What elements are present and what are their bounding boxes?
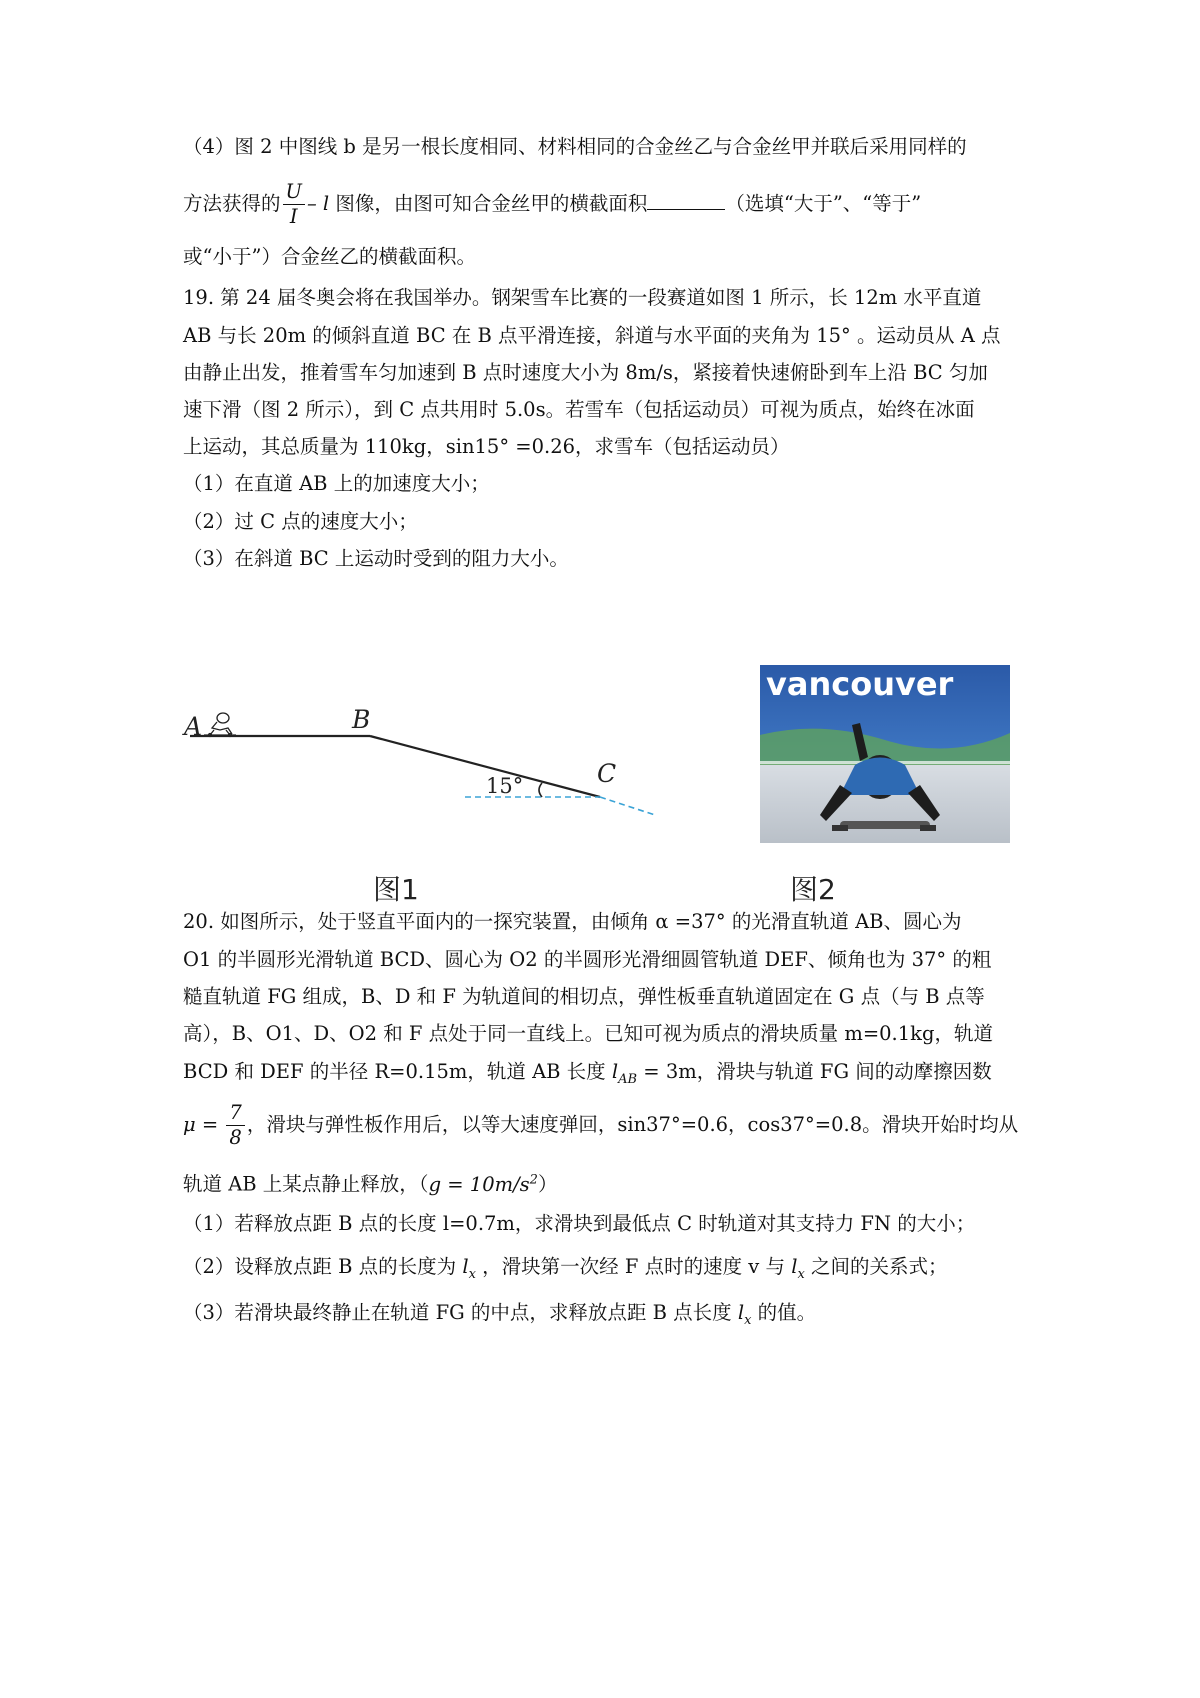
l-ab-symbol: $l_{AB}$ <box>611 1060 638 1087</box>
q20-line5 <box>183 1058 992 1094</box>
q20-line4: 高），B、O1、D、O2 和 F 点处于同一直线上。已知可视为质点的滑块质量 m=0.1kg，轨道 <box>183 1022 993 1045</box>
q20-line5-pre: BCD 和 DEF 的半径 R=0.15m，轨道 AB 长度 <box>183 1060 606 1083</box>
q20-line5-post: ，滑块与轨道 FG 间的动摩擦因数 <box>696 1060 992 1083</box>
q19-line2: AB 与长 20m 的倾斜直道 BC 在 B 点平滑连接，斜道与水平面的夹角为 15° 。运动员从 A 点 <box>183 324 1001 347</box>
q18-4-line3: 或“小于”）合金丝乙的横截面积。 <box>183 245 476 268</box>
q20-line7-post: ） <box>537 1172 558 1196</box>
figure2-caption: 图2 <box>790 873 836 906</box>
slope-extension-line <box>600 797 655 815</box>
q20-line7 <box>183 1166 557 1199</box>
q19-line3: 由静止出发，推着雪车匀加速到 B 点时速度大小为 8m/s，紧接着快速俯卧到车上沿 BC 匀加 <box>183 361 988 384</box>
fraction-denominator: I <box>289 205 298 228</box>
q19-line1: 19. 第 24 届冬奥会将在我国举办。钢架雪车比赛的一段赛道如图 1 所示，长 12m 水平直道 <box>183 286 982 309</box>
q19-line4: 速下滑（图 2 所示），到 C 点共用时 5.0s。若雪车（包括运动员）可视为质点，始终在冰面 <box>183 398 975 421</box>
q18-4-line2 <box>183 180 921 229</box>
q20-sub2-post: 之间的关系式； <box>810 1255 948 1278</box>
l-x-symbol: $l_x$ <box>462 1255 476 1282</box>
q20-line2: O1 的半圆形光滑轨道 BCD、圆心为 O2 的半圆形光滑细圆管轨道 DEF、倾角也为 37° 的粗 <box>183 948 992 971</box>
mu-denominator: 8 <box>229 1126 242 1149</box>
q20-sub3 <box>183 1299 816 1335</box>
q20-line3: 糙直轨道 FG 组成，B、D 和 F 为轨道间的相切点，弹性板垂直轨道固定在 G 点（与 B 点等 <box>183 985 985 1008</box>
angle-arc <box>539 783 542 797</box>
track-bc <box>370 736 600 797</box>
q19-sub1: （1）在直道 AB 上的加速度大小； <box>183 472 490 495</box>
mu-symbol: μ = <box>183 1113 219 1136</box>
fraction-numerator: U <box>283 180 305 205</box>
label-c: C <box>597 759 617 788</box>
l-x-symbol-3: $l_x$ <box>737 1301 752 1328</box>
q20-sub3-pre: （3）若滑块最终静止在轨道 FG 的中点，求释放点距 B 点长度 <box>183 1301 732 1324</box>
sled-athlete-icon <box>204 713 236 737</box>
q18-4-line1: （4）图 2 中图线 b 是另一根长度相同、材料相同的合金丝乙与合金丝甲并联后采用同样的 <box>183 135 967 158</box>
q18-4-line2-post: 图像，由图可知合金丝甲的横截面积 <box>329 192 648 215</box>
q19-sub2: （2）过 C 点的速度大小； <box>183 510 418 533</box>
q20-line1: 20. 如图所示，处于竖直平面内的一探究装置，由倾角 α =37° 的光滑直轨道 AB、圆心为 <box>183 910 962 933</box>
angle-label: 15° <box>486 774 524 798</box>
answer-blank[interactable] <box>647 191 725 210</box>
label-b: B <box>352 705 371 734</box>
q20-sub2-pre: （2）设释放点距 B 点的长度为 <box>183 1255 457 1278</box>
skeleton-photo <box>760 665 1010 843</box>
q20-sub3-post: 的值。 <box>757 1301 817 1324</box>
track-diagram <box>184 705 690 820</box>
figure1-caption: 图1 <box>373 873 419 906</box>
l-ab-value: = 3m <box>643 1060 697 1083</box>
q20-line6 <box>183 1101 1018 1150</box>
q20-sub1: （1）若释放点距 B 点的长度 l=0.7m，求滑块到最低点 C 时轨道对其支持力 FN 的大小； <box>183 1212 976 1235</box>
q20-line7-pre: 轨道 AB 上某点静止释放，（ <box>183 1172 429 1196</box>
q19-line5: 上运动，其总质量为 110kg，sin15° =0.26，求雪车（包括运动员） <box>183 435 790 458</box>
q20-sub2-mid: ，滑块第一次经 F 点时的速度 v 与 <box>482 1255 785 1278</box>
q19-sub3: （3）在斜道 BC 上运动时受到的阻力大小。 <box>183 547 569 570</box>
q18-4-line2-pre: 方法获得的 <box>183 192 281 215</box>
minus-l: – l <box>306 192 330 215</box>
q18-4-line2-tail: （选填“大于”、“等于” <box>725 192 922 215</box>
label-a: A <box>184 712 203 741</box>
vancouver-banner: vancouver <box>766 665 954 703</box>
mu-fraction <box>226 1101 244 1150</box>
mu-numerator: 7 <box>226 1101 244 1126</box>
g-value: $g = 10m/s^2$ <box>428 1172 538 1196</box>
u-over-i-fraction <box>283 180 305 229</box>
q20-line6-post: ，滑块与弹性板作用后，以等大速度弹回，sin37°=0.6，cos37°=0.8。滑块开始时均从 <box>246 1113 1019 1136</box>
q20-sub2 <box>183 1253 948 1289</box>
l-x-symbol-2: $l_x$ <box>791 1255 805 1282</box>
